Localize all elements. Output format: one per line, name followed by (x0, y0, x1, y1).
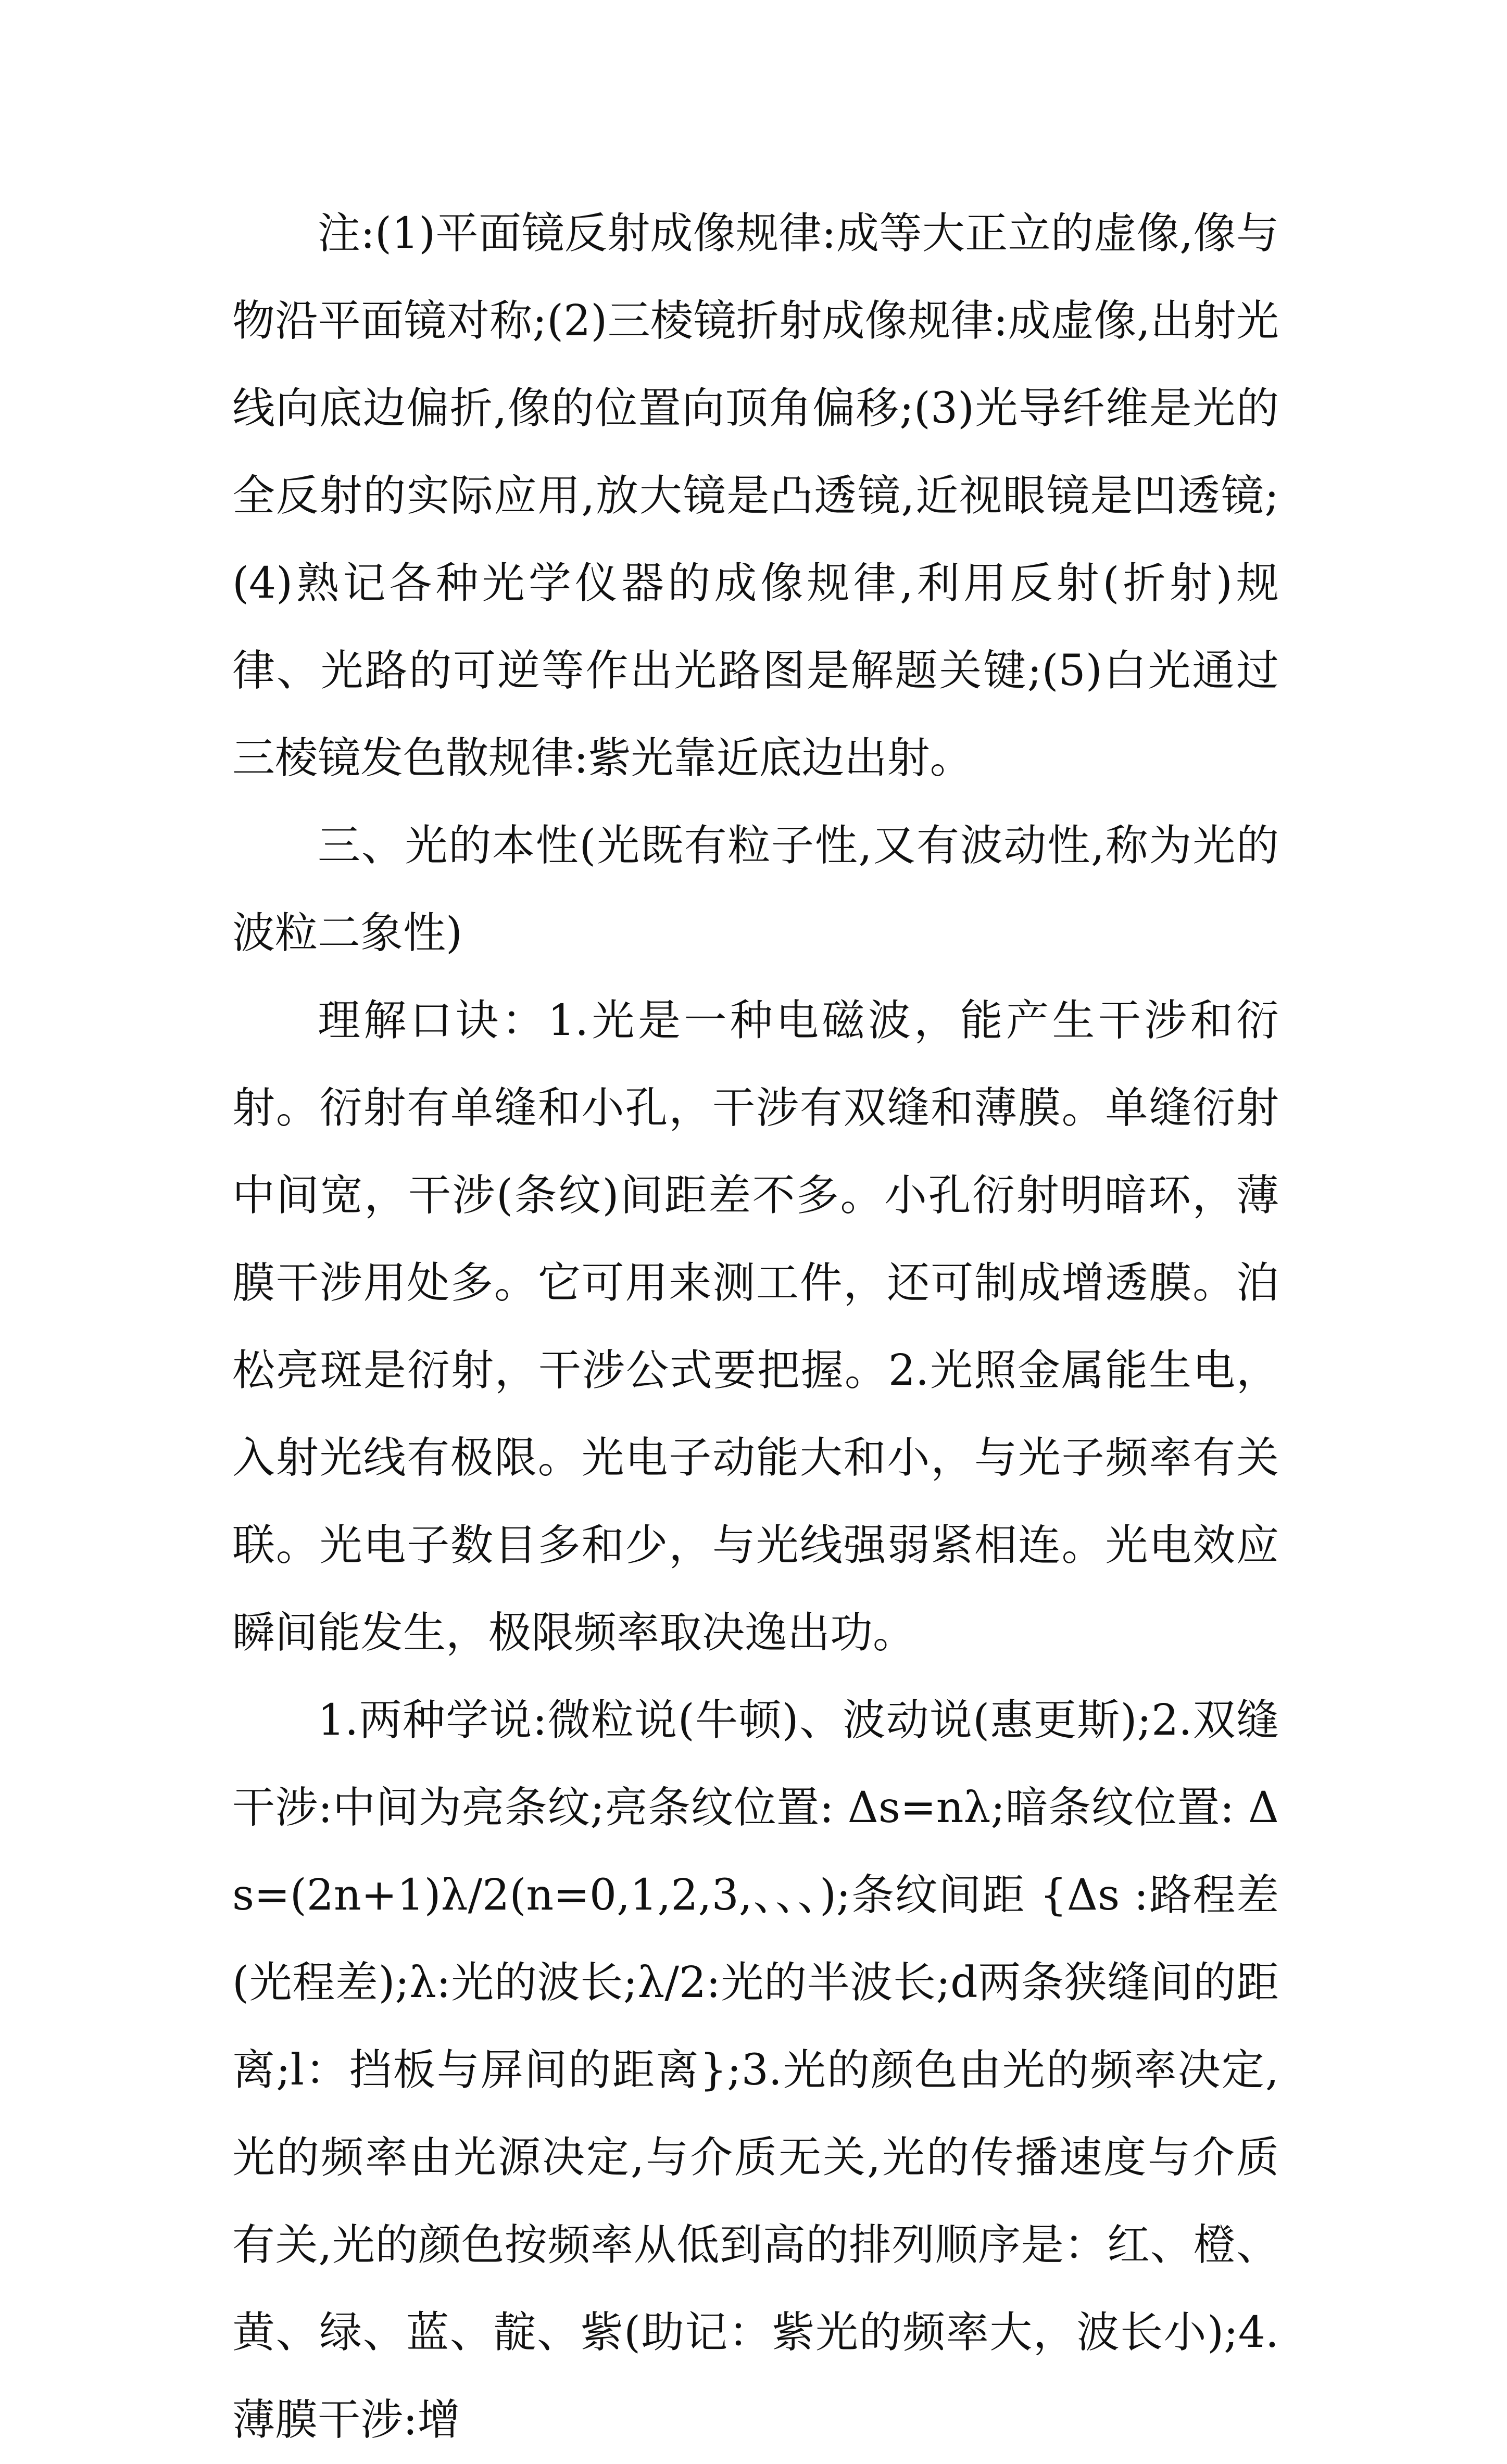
paragraph-nature-of-light-heading: 三、光的本性(光既有粒子性,又有波动性,称为光的波粒二象性) (232, 821, 1279, 958)
paragraph-theories-and-interference: 1.两种学说:微粒说(牛顿)、波动说(惠更斯);2.双缝干涉:中间为亮条纹;亮条纹位置: Δs=nλ;暗条纹位置: Δs=(2n+1)λ/2(n=0,1,2,3,、、、);条纹间距 {Δs :路程差(光程差);λ:光的波长;λ/2:光的半波长;d两条狭缝间的距离;l：挡板与屏间的距离};3.光的颜色由光的频率决定,光的频率由光源决定,与介质无关,光的传播速度与介质有关,光的颜色按频率从低到高的排列顺序是：红、橙、黄、绿、蓝、靛、紫(助记：紫光的频率大，波长小);4.薄膜干涉:增 (232, 1696, 1279, 2445)
paragraph-mirror-notes: 注:(1)平面镜反射成像规律:成等大正立的虚像,像与物沿平面镜对称;(2)三棱镜折射成像规律:成虚像,出射光线向底边偏折,像的位置向顶角偏移;(3)光导纤维是光的全反射的实际应用,放大镜是凸透镜,近视眼镜是凹透镜;(4)熟记各种光学仪器的成像规律,利用反射(折射)规律、光路的可逆等作出光路图是解题关键;(5)白光通过三棱镜发色散规律:紫光靠近底边出射。 (232, 209, 1279, 783)
document-body (232, 190, 1279, 2464)
paragraph-mnemonic: 理解口诀：1.光是一种电磁波，能产生干涉和衍射。衍射有单缝和小孔，干涉有双缝和薄膜。单缝衍射中间宽，干涉(条纹)间距差不多。小孔衍射明暗环，薄膜干涉用处多。它可用来测工件，还可制成增透膜。泊松亮斑是衍射，干涉公式要把握。2.光照金属能生电，入射光线有极限。光电子动能大和小，与光子频率有关联。光电子数目多和少，与光线强弱紧相连。光电效应瞬间能发生，极限频率取决逸出功。 (232, 996, 1279, 1658)
